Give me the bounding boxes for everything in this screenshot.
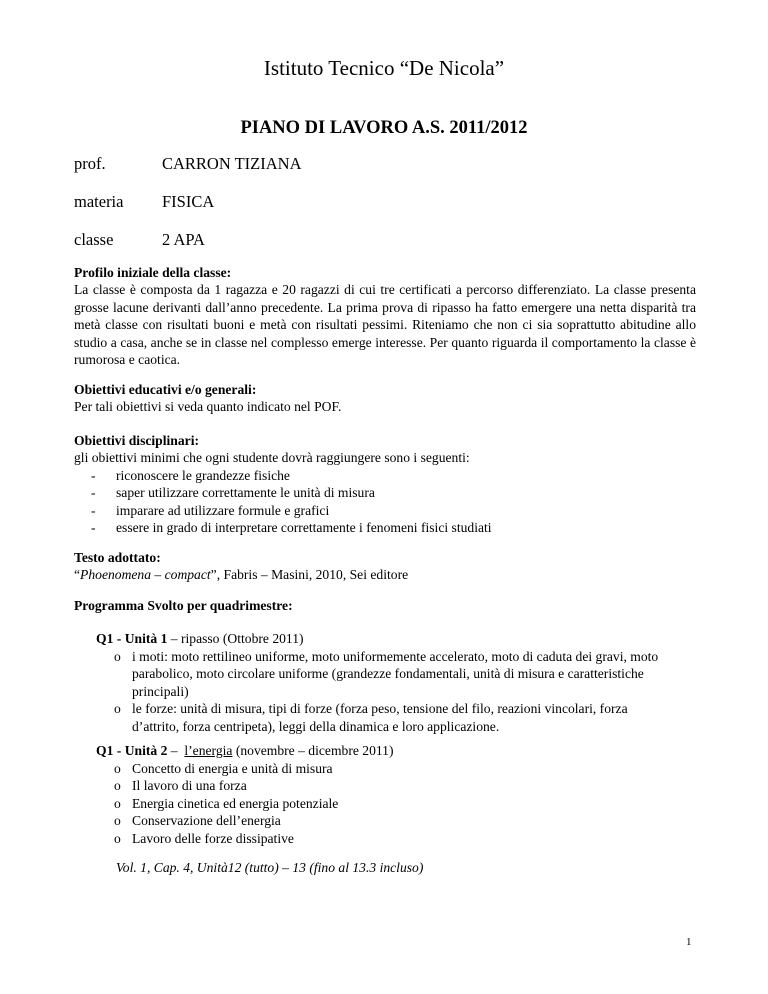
book-details: ”, Fabris – Masini, 2010, Sei editore [210, 567, 409, 583]
list-item [114, 760, 674, 777]
unit2-topic: l’energia [184, 743, 233, 758]
unit2-reference: Vol. 1, Cap. 4, Unità12 (tutto) – 13 (fino al 13.3 incluso) [116, 860, 424, 875]
unit1-separator: – [167, 631, 181, 646]
disciplinari-intro: gli obiettivi minimi che ogni studente dovrà raggiungere sono i seguenti: [74, 450, 470, 466]
list-item [114, 830, 674, 847]
list-item-text: imparare ad utilizzare formule e grafici [116, 502, 330, 518]
prof-label: prof. [74, 154, 106, 173]
list-item-text: riconoscere le grandezze fisiche [116, 467, 290, 483]
profilo-text: La classe è composta da 1 ragazza e 20 ragazzi di cui tre certificati a percorso differenziato. La classe presenta grosse lacune derivanti dall’anno precedente. La prima prova di ripasso ha fatto emergere una netta disparità tra metà classe con risultati buoni e metà con risultati pessimi. Riteniamo che non ci sia soprattutto abitudine allo studio a casa, anche se in classe nel complesso emerge interesse. Per quanto riguarda il comportamento la classe è rumorosa e caotica. [74, 282, 696, 368]
list-item-text: essere in grado di interpretare correttamente i fenomeni fisici studiati [116, 520, 492, 536]
circle-bullet-icon: o [114, 813, 121, 829]
unit1-list [114, 648, 674, 735]
list-item [74, 519, 696, 536]
unit2-list [114, 760, 674, 847]
subject-label: materia [74, 192, 124, 211]
list-item-text: saper utilizzare correttamente le unità di misura [116, 485, 375, 501]
circle-bullet-icon: o [114, 701, 121, 717]
circle-bullet-icon: o [114, 778, 121, 794]
unit1-topic: ripasso (Ottobre 2011) [180, 631, 304, 646]
list-item-text: Concetto di energia e unità di misura [132, 761, 333, 776]
testo-section [74, 549, 696, 584]
list-item [74, 502, 696, 519]
prof-value: CARRON TIZIANA [162, 154, 302, 173]
list-item-text: Lavoro delle forze dissipative [132, 830, 294, 846]
book-title: Phoenomena – compact [80, 567, 211, 583]
list-item-text: i moti: moto rettilineo uniforme, moto uniformemente accelerato, moto di caduta dei gravi, moto parabolico, moto circolare uniforme (grandezze fondamentali, unità di misura e caratteristiche principali) [132, 649, 659, 699]
educativi-heading: Obiettivi educativi e/o generali: [74, 382, 257, 397]
dash-marker: - [91, 502, 96, 518]
educativi-section [74, 381, 696, 416]
page-number: 1 [686, 936, 692, 948]
list-item [114, 777, 674, 794]
dash-marker: - [91, 467, 96, 483]
disciplinari-section [74, 432, 696, 536]
educativi-text: Per tali obiettivi si veda quanto indicato nel POF. [74, 399, 342, 415]
unit2-separator: – [167, 743, 185, 758]
list-item-text: Conservazione dell’energia [132, 813, 281, 829]
list-item [74, 467, 696, 484]
circle-bullet-icon: o [114, 649, 121, 664]
class-label: classe [74, 230, 114, 249]
list-item-text: le forze: unità di misura, tipi di forze (forza peso, tensione del filo, reazioni vincolari, forza d’attrito, forza centripeta), leggi della dinamica e loro applicazione. [132, 701, 628, 734]
open-quote: “ [74, 567, 81, 583]
unit2-heading [96, 743, 394, 759]
profilo-section [74, 264, 696, 368]
list-item-text: Il lavoro di una forza [132, 778, 247, 794]
dash-marker: - [91, 485, 96, 501]
disciplinari-heading: Obiettivi disciplinari: [74, 433, 199, 448]
list-item [114, 648, 674, 700]
dash-marker: - [91, 520, 96, 536]
profilo-heading: Profilo iniziale della classe: [74, 265, 232, 280]
list-item-text: Energia cinetica ed energia potenziale [132, 795, 339, 811]
subject-value: FISICA [162, 192, 215, 211]
unit2-label: Q1 - Unità 2 [96, 743, 168, 758]
list-item [114, 700, 674, 735]
circle-bullet-icon: o [114, 761, 121, 776]
plan-title: PIANO DI LAVORO A.S. 2011/2012 [240, 118, 528, 138]
unit1-heading [96, 631, 304, 647]
unit1-label: Q1 - Unità 1 [96, 631, 168, 646]
school-name: Istituto Tecnico “De Nicola” [263, 56, 505, 80]
class-value: 2 APA [162, 230, 205, 249]
testo-heading: Testo adottato: [74, 550, 161, 565]
list-item [114, 795, 674, 812]
list-item [114, 812, 674, 829]
unit2-period: (novembre – dicembre 2011) [232, 743, 394, 758]
circle-bullet-icon: o [114, 830, 121, 846]
list-item [74, 484, 696, 501]
testo-citation [74, 566, 696, 583]
programma-heading: Programma Svolto per quadrimestre: [74, 598, 293, 613]
circle-bullet-icon: o [114, 795, 121, 811]
